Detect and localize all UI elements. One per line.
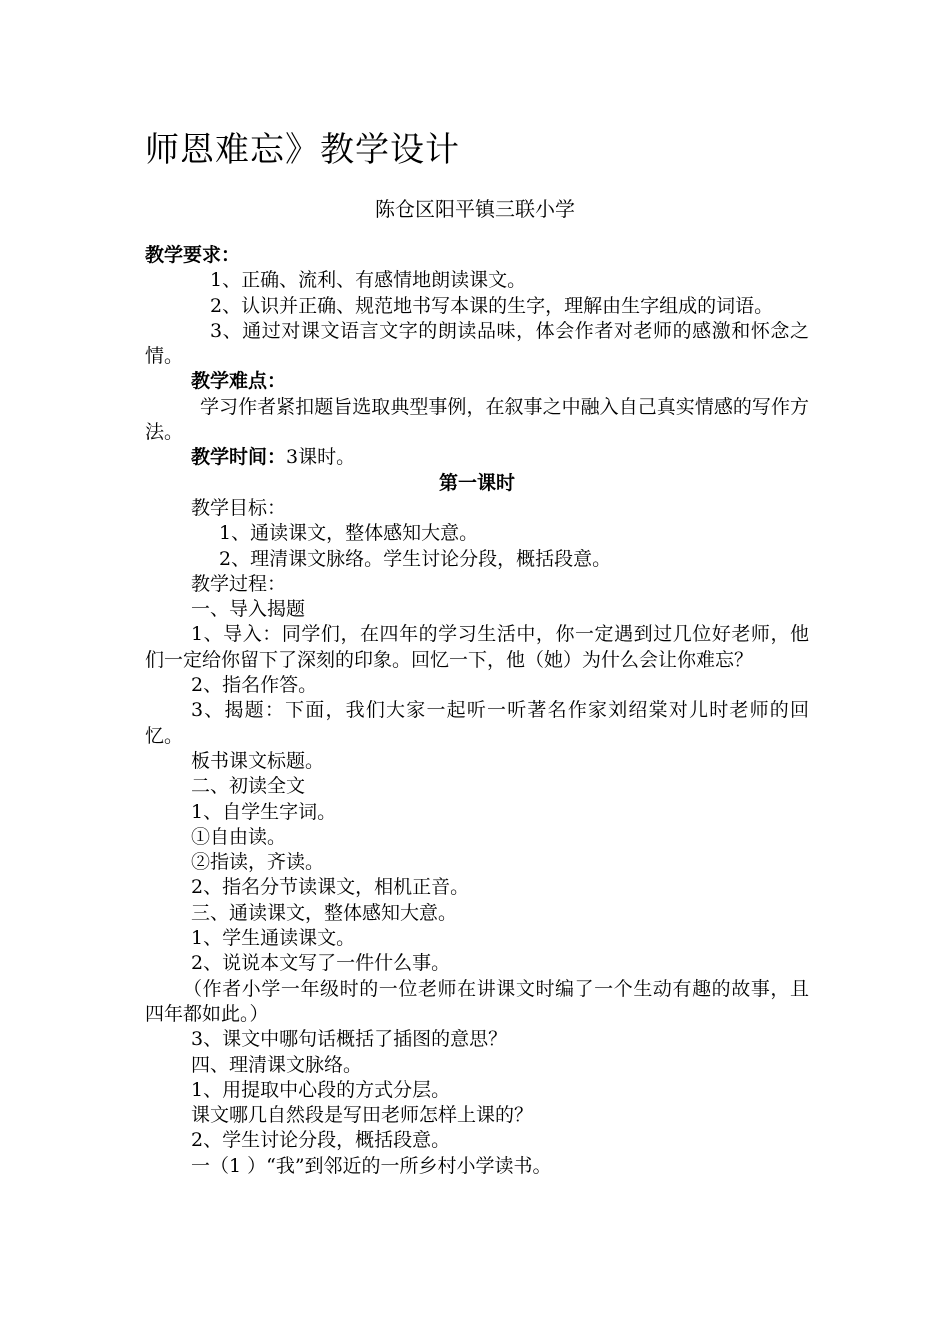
section-paragraph: ①自由读。	[191, 825, 287, 848]
section-paragraph: （作者小学一年级时的一位老师在讲课文时编了一个生动有趣的故事，且四年都如此。）	[145, 977, 809, 1025]
section-paragraph: 3、课文中哪句话概括了插图的意思？	[191, 1028, 508, 1051]
section-paragraph: 2、学生讨论分段，概括段意。	[191, 1129, 451, 1152]
time-text: 3课时。	[286, 446, 356, 469]
difficulty-heading-text: 教学难点：	[191, 370, 287, 393]
section-paragraph: 1、学生通读课文。	[191, 927, 356, 950]
school-name	[0, 194, 950, 224]
requirements-heading: 教学要求：	[145, 244, 241, 266]
section-paragraph: ②指读，齐读。	[191, 851, 325, 874]
requirement-item: 2、认识并正确、规范地书写本课的生字，理解由生字组成的词语。	[210, 294, 774, 317]
document-title: 师恩难忘》教学设计	[145, 130, 460, 170]
section-heading: 四、理清课文脉络。	[191, 1053, 363, 1076]
school-name-text: 陈仓区阳平镇三联小学	[375, 197, 575, 221]
requirement-item: 3、通过对课文语言文字的朗读品味，体会作者对老师的感激和怀念之情。	[145, 319, 809, 368]
section-paragraph: 3、揭题：下面，我们大家一起听一听著名作家刘绍棠对儿时老师的回忆。	[145, 699, 809, 747]
section-paragraph: 2、说说本文写了一件什么事。	[191, 952, 451, 975]
section-paragraph: 2、指名分节读课文，相机正音。	[191, 876, 470, 899]
time-heading: 教学时间：	[191, 446, 287, 469]
lesson-heading: 第一课时	[438, 471, 515, 494]
section-paragraph: 板书课文标题。	[191, 749, 325, 772]
section-heading: 一、导入揭题	[191, 598, 306, 621]
difficulty-heading	[145, 369, 809, 394]
section-paragraph: 2、指名作答。	[191, 674, 318, 697]
goal-item: 2、理清课文脉络。学生讨论分段，概括段意。	[219, 547, 612, 570]
requirement-item: 1、正确、流利、有感情地朗读课文。	[210, 269, 527, 292]
section-heading: 三、通读课文，整体感知大意。	[191, 901, 458, 924]
section-paragraph: 一（1 ）“我”到邻近的一所乡村小学读书。	[191, 1154, 552, 1177]
document-body	[145, 243, 809, 1179]
section-paragraph: 1、用提取中心段的方式分层。	[191, 1078, 451, 1101]
process-heading: 教学过程：	[191, 572, 287, 595]
goal-heading: 教学目标：	[191, 496, 287, 519]
section-paragraph: 1、自学生字词。	[191, 800, 337, 823]
section-heading: 二、初读全文	[191, 775, 306, 798]
section-paragraph: 课文哪几自然段是写田老师怎样上课的？	[191, 1104, 534, 1127]
time-line	[145, 445, 809, 470]
goal-item: 1、通读课文，整体感知大意。	[219, 522, 479, 545]
difficulty-text: 学习作者紧扣题旨选取典型事例，在叙事之中融入自己真实情感的写作方法。	[145, 395, 809, 444]
section-paragraph: 1、导入：同学们，在四年的学习生活中，你一定遇到过几位好老师，他们一定给你留下了深刻的印象。回忆一下，他（她）为什么会让你难忘？	[145, 623, 809, 671]
